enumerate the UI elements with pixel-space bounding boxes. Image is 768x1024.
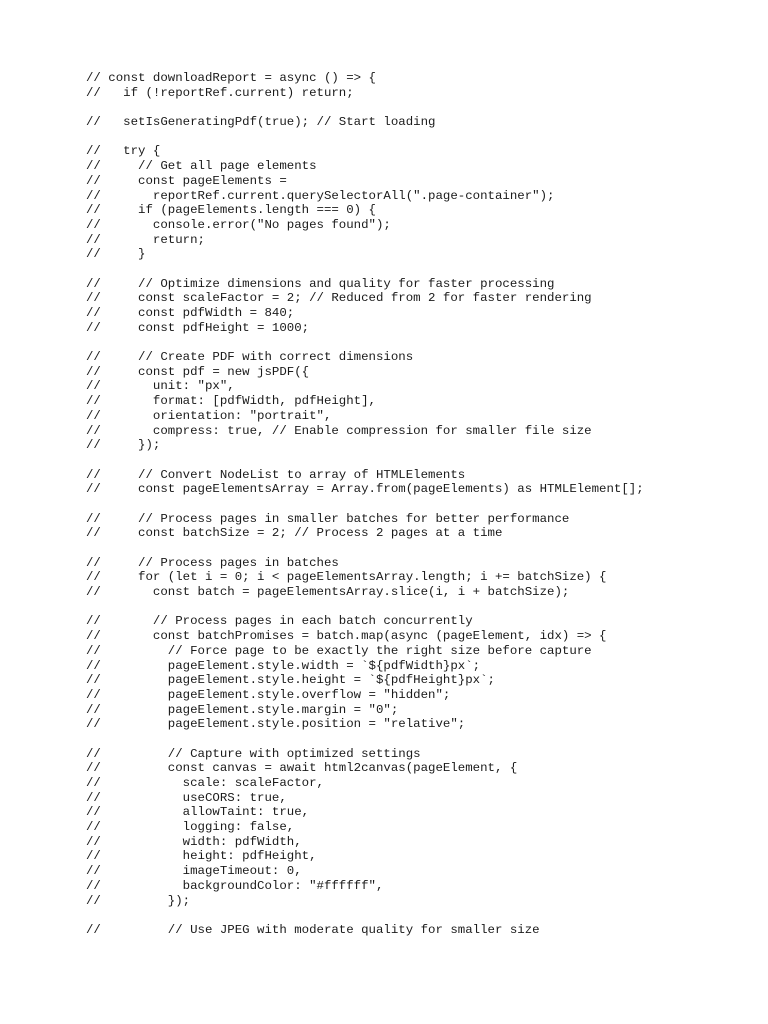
code-line: // backgroundColor: "#ffffff", (86, 878, 384, 893)
code-line: // const batchSize = 2; // Process 2 pages at a time (86, 526, 503, 541)
code-line: // // Convert NodeList to array of HTMLElements (86, 467, 466, 482)
code-line: // const downloadReport = async () => { (86, 71, 376, 85)
code-line (86, 732, 644, 747)
code-line: // pageElement.style.position = "relative"; (86, 717, 466, 732)
code-line: // imageTimeout: 0, (86, 864, 302, 879)
code-line: // pageElement.style.height = `${pdfHeight}px`; (86, 673, 495, 688)
code-line: // format: [pdfWidth, pdfHeight], (86, 394, 376, 409)
code-line: // // Use JPEG with moderate quality for smaller size (86, 922, 540, 937)
code-line (86, 908, 644, 923)
code-line: // // Process pages in batches (86, 555, 339, 570)
code-line: // const batchPromises = batch.map(async (pageElement, idx) => { (86, 629, 607, 644)
code-line: // // Get all page elements (86, 159, 317, 174)
code-line (86, 600, 644, 615)
code-line: // // Capture with optimized settings (86, 746, 421, 761)
code-line: // const canvas = await html2canvas(pageElement, { (86, 761, 518, 776)
code-line (86, 130, 644, 145)
code-line: // }); (86, 893, 191, 908)
code-line: // if (!reportRef.current) return; (86, 85, 354, 100)
code-line: // const pdfWidth = 840; (86, 306, 295, 320)
code-line (86, 453, 644, 468)
code-line: // // Force page to be exactly the right size before capture (86, 643, 592, 658)
code-line: // unit: "px", (86, 379, 235, 394)
code-line: // setIsGeneratingPdf(true); // Start loading (86, 115, 436, 130)
code-line: // try { (86, 144, 161, 159)
code-line: // return; (86, 232, 205, 247)
code-line: // // Process pages in smaller batches for better performance (86, 511, 570, 526)
code-line: // if (pageElements.length === 0) { (86, 203, 376, 218)
code-line (86, 100, 644, 115)
code-line: // pageElement.style.width = `${pdfWidth}px`; (86, 658, 481, 673)
code-line: // width: pdfWidth, (86, 834, 302, 849)
code-line: // // Optimize dimensions and quality for faster processing (86, 276, 555, 291)
code-line: // logging: false, (86, 820, 295, 835)
code-line: // height: pdfHeight, (86, 849, 317, 864)
code-line: // // Process pages in each batch concurrently (86, 614, 473, 629)
code-line: // orientation: "portrait", (86, 408, 332, 423)
code-line: // const pageElements = (86, 173, 287, 188)
code-line: // pageElement.style.overflow = "hidden"; (86, 687, 451, 702)
code-line: // const scaleFactor = 2; // Reduced from 2 for faster rendering (86, 291, 592, 306)
code-line: // useCORS: true, (86, 790, 287, 805)
code-line (86, 497, 644, 512)
code-line: // for (let i = 0; i < pageElementsArray.length; i += batchSize) { (86, 570, 607, 585)
code-line (86, 262, 644, 277)
code-line: // scale: scaleFactor, (86, 776, 324, 790)
code-line: // const pageElementsArray = Array.from(pageElements) as HTMLElement[]; (86, 482, 644, 497)
code-line: // pageElement.style.margin = "0"; (86, 702, 399, 717)
code-line: // const pdfHeight = 1000; (86, 320, 310, 335)
code-block (86, 71, 644, 938)
code-line: // }); (86, 438, 161, 453)
code-line: // allowTaint: true, (86, 805, 310, 820)
code-line: // const pdf = new jsPDF({ (86, 364, 310, 379)
code-line: // console.error("No pages found"); (86, 217, 391, 232)
code-line: // reportRef.current.querySelectorAll(".page-container"); (86, 188, 555, 203)
code-line: // compress: true, // Enable compression for smaller file size (86, 423, 592, 438)
code-line (86, 541, 644, 556)
code-line: // } (86, 247, 146, 262)
code-line (86, 335, 644, 350)
code-line: // // Create PDF with correct dimensions (86, 350, 414, 365)
code-line: // const batch = pageElementsArray.slice(i, i + batchSize); (86, 585, 570, 600)
